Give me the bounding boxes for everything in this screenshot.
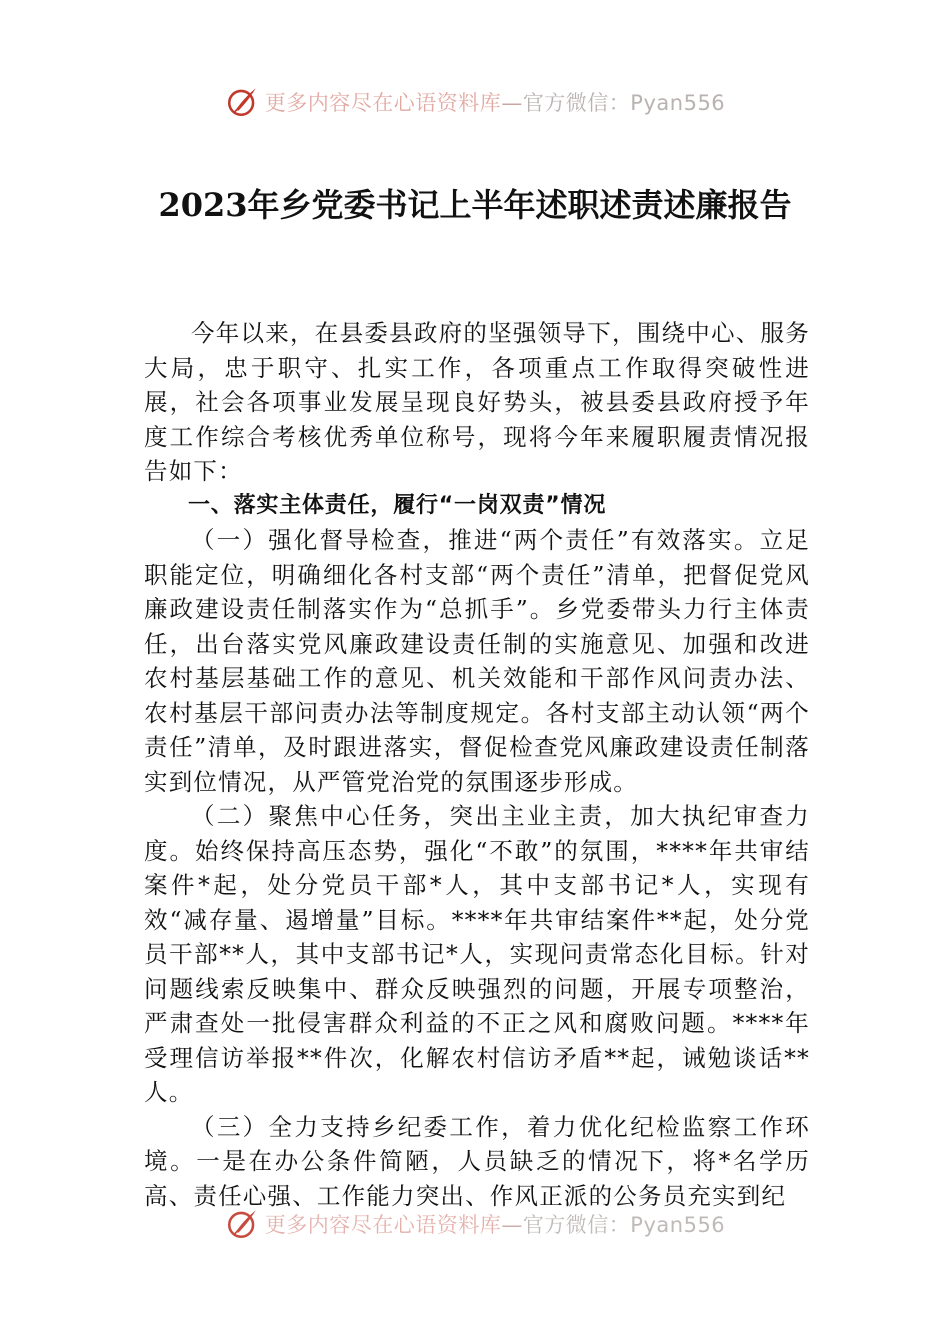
watermark-text xyxy=(265,87,725,117)
footer-watermark xyxy=(0,1206,950,1242)
watermark-main: 更多内容尽在心语资料库 xyxy=(264,1213,502,1237)
watermark-separator: — xyxy=(501,91,523,115)
section-heading: 一、落实主体责任，履行“一岗双责”情况 xyxy=(188,492,607,518)
watermark-main: 更多内容尽在心语资料库 xyxy=(264,91,502,115)
watermark-account: 官方微信：Pyan556 xyxy=(522,91,726,115)
quill-logo-icon xyxy=(225,85,259,119)
watermark-account: 官方微信：Pyan556 xyxy=(522,1213,726,1237)
watermark-separator: — xyxy=(501,1213,523,1237)
body-paragraph: （一）强化督导检查，推进“两个责任”有效落实。立足职能定位，明确细化各村支部“两个责任”清单，把督促党风廉政建设责任制落实作为“总抓手”。乡党委带头力行主体责任，出台落实党风廉政建设责任制的实施意见、加强和改进农村基层基础工作的意见、机关效能和干部作风问责办法、农村基层干部问责办法等制度规定。各村支部主动认领“两个责任”清单，及时跟进落实，督促检查党风廉政建设责任制落实到位情况，从严管党治党的氛围逐步形成。 xyxy=(144,526,810,796)
document-title: 2023年乡党委书记上半年述职述责述廉报告 xyxy=(158,186,792,224)
body-paragraph: （三）全力支持乡纪委工作，着力优化纪检监察工作环境。一是在办公条件简陋，人员缺乏的情况下，将*名学历高、责任心强、工作能力突出、作风正派的公务员充实到纪 xyxy=(144,1112,810,1210)
intro-paragraph: 今年以来，在县委县政府的坚强领导下，围绕中心、服务大局，忠于职守、扎实工作，各项重点工作取得突破性进展，社会各项事业发展呈现良好势头，被县委县政府授予年度工作综合考核优秀单位称号，现将今年来履职履责情况报告如下： xyxy=(144,319,810,485)
quill-logo-icon xyxy=(225,1207,259,1241)
document-body xyxy=(144,316,810,1213)
watermark-text xyxy=(265,1209,725,1239)
body-paragraph: （二）聚焦中心任务，突出主业主责，加大执纪审查力度。始终保持高压态势，强化“不敢”的氛围，****年共审结案件*起，处分党员干部*人，其中支部书记*人，实现有效“减存量、遏增量”目标。****年共审结案件**起，处分党员干部**人，其中支部书记*人，实现问责常态化目标。针对问题线索反映集中、群众反映强烈的问题，开展专项整治，严肃查处一批侵害群众利益的不正之风和腐败问题。****年受理信访举报**件次，化解农村信访矛盾**起，诫勉谈话**人。 xyxy=(144,802,810,1106)
header-watermark xyxy=(0,84,950,120)
